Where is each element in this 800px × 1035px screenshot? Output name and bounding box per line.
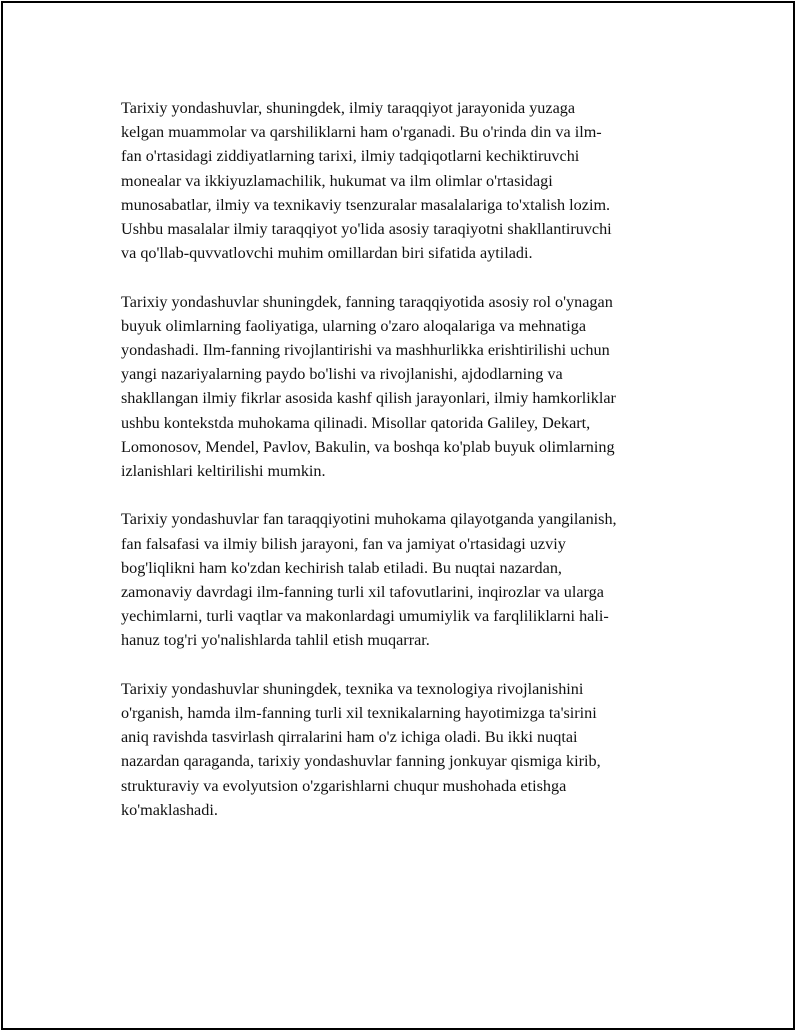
paragraph-4: Tarixiy yondashuvlar shuningdek, texnika va texnologiya rivojlanishini o'rganish, hamda ilm-fanning turli xil texnikalarning hayotimizga ta'sirini aniq ravishda tasvirlash qirralarini ham o'z ichiga oladi. Bu ikki nuqtai nazardan qaraganda, tarixiy yondashuvlar fanning jonkuyar qismiga kirib, strukturaviy va evolyutsion o'zgarishlarni chuqur mushohada etishga ko'maklashadi. bbox=[121, 679, 601, 819]
document-body bbox=[121, 96, 691, 846]
paragraph-3: Tarixiy yondashuvlar fan taraqqiyotini muhokama qilayotganda yangilanish, fan falsafasi va ilmiy bilish jarayoni, fan va jamiyat o'rtasidagi uzviy bog'liqlikni ham ko'zdan kechirish talab etiladi. Bu nuqtai nazardan, zamonaviy davrdagi ilm-fanning turli xil tafovutlarini, inqirozlar va ularga yechimlarni, turli vaqtlar va makonlardagi umumiylik va farqliliklarni hali- hanuz tog'ri yo'nalishlarda tahlil etish muqarrar. bbox=[121, 510, 617, 650]
page-frame bbox=[1, 1, 795, 1030]
paragraph-1: Tarixiy yondashuvlar, shuningdek, ilmiy taraqqiyot jarayonida yuzaga kelgan muammolar va qarshiliklarni ham o'rganadi. Bu o'rinda din va ilm- fan o'rtasidagi ziddiyatlarning tarixi, ilmiy tadqiqotlarni kechiktiruvchi monealar va ikkiyuzlamachilik, hukumat va ilm olimlar o'rtasidagi munosabatlar, ilmiy va texnikaviy tsenzuralar masalalariga to'xtalish lozim. Ushbu masalalar ilmiy taraqqiyot yo'lida asosiy taraqiyotni shakllantiruvchi va qo'llab-quvvatlovchi muhim omillardan biri sifatida aytiladi. bbox=[121, 99, 612, 263]
paragraph-2: Tarixiy yondashuvlar shuningdek, fanning taraqqiyotida asosiy rol o'ynagan buyuk olimlarning faoliyatiga, ularning o'zaro aloqalariga va mehnatiga yondashadi. Ilm-fanning rivojlantirishi va mashhurlikka erishtirilishi uchun yangi nazariyalarning paydo bo'lishi va rivojlanishi, ajdodlarning va shakllangan ilmiy fikrlar asosida kashf qilish jarayonlari, ilmiy hamkorliklar ushbu kontekstda muhokama qilinadi. Misollar qatorida Galiley, Dekart, Lomonosov, Mendel, Pavlov, Bakulin, va boshqa ko'plab buyuk olimlarning izlanishlari keltirilishi mumkin. bbox=[121, 292, 616, 481]
